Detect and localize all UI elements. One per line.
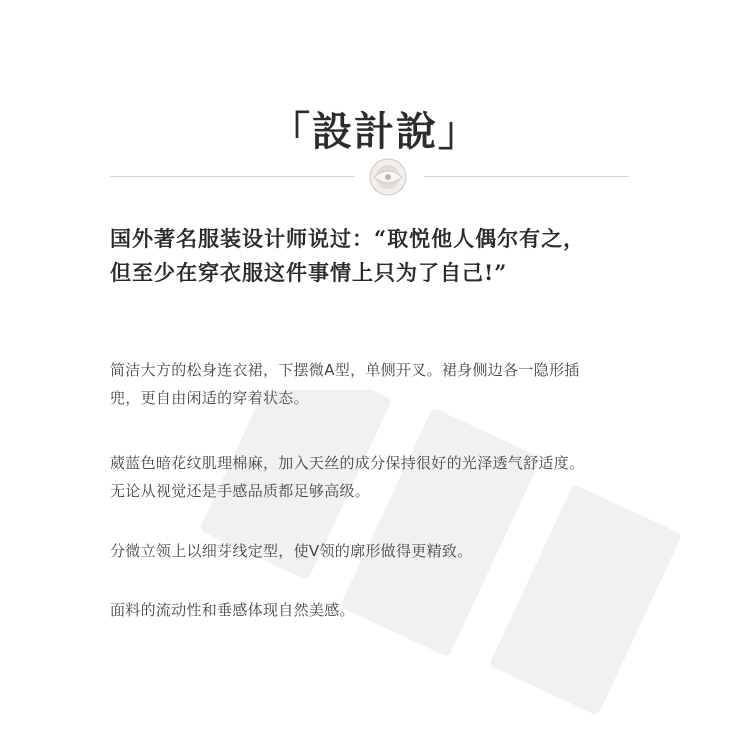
paragraph-collar [110, 537, 670, 565]
page-title: 「設計說」 [270, 108, 480, 155]
paragraph-line: 葳蓝色暗花纹肌理棉麻，加入天丝的成分保持很好的光泽透气舒适度。 [110, 454, 585, 472]
designer-quote [110, 222, 670, 290]
ornament-emblem-icon [368, 157, 408, 197]
divider-right [424, 176, 629, 177]
divider-left [110, 176, 355, 177]
quote-line-1: 国外著名服装设计师说过：“取悦他人偶尔有之， [110, 226, 586, 251]
paragraph-drape [110, 596, 670, 624]
paragraph-line: 面料的流动性和垂感体现自然美感。 [110, 601, 355, 619]
quote-line-2: 但至少在穿衣服这件事情上只为了自己!” [110, 260, 508, 285]
paragraph-line: 分微立领上以细芽线定型，使V领的廓形做得更精致。 [110, 542, 473, 560]
paragraph-fit [110, 356, 670, 412]
paragraph-fabric [110, 449, 670, 505]
paragraph-line: 兜，更自由闲适的穿着状态。 [110, 389, 309, 407]
paragraph-line: 无论从视觉还是手感品质都足够高级。 [110, 482, 371, 500]
paragraph-line: 简洁大方的松身连衣裙，下摆微A型，单侧开叉。裙身侧边各一隐形插 [110, 361, 580, 379]
